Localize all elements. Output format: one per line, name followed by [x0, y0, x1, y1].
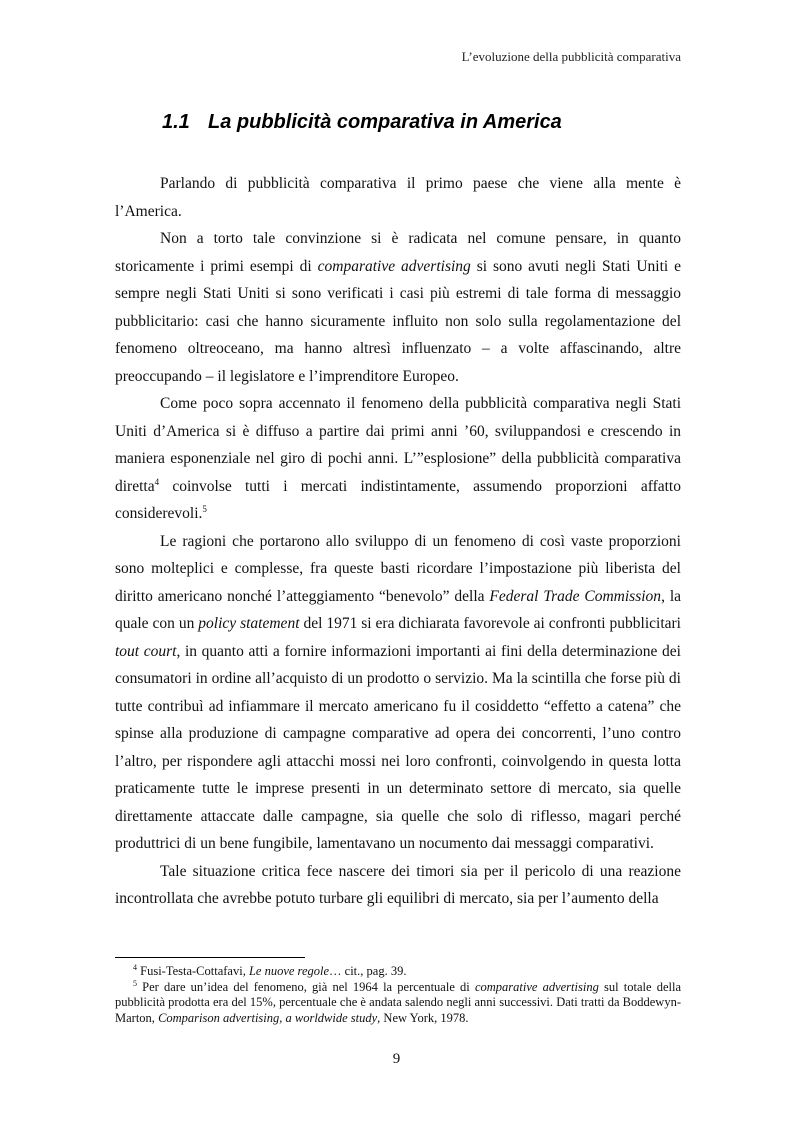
paragraph-3 — [115, 390, 681, 528]
emphasis: comparative advertising — [317, 257, 471, 275]
footnote-mark: 5 — [133, 978, 137, 988]
text-run: , New York, 1978. — [377, 1010, 469, 1025]
footnote-ref-4: 4 — [154, 476, 160, 487]
text-run: Le ragioni che portarono allo sviluppo di un fenomeno di così vaste proporzioni sono molteplici e complesse, fra queste basti ricordare l’impostazione più liberista del diritto americano nonché l’atteggiamento “benevolo” della — [115, 532, 681, 605]
section-number: 1.1 — [162, 111, 190, 133]
text-run: si sono avuti negli Stati Uniti e sempre negli Stati Uniti si sono verificati i casi più estremi di tale forma di messaggio pubblicitario: casi che hanno sicuramente influito non solo sulla regolamentazione del fenomeno oltreoceano, ma hanno altresì influenzato – a volte affascinando, altre preoccupando – il legislatore e l’imprenditore Europeo. — [115, 257, 681, 385]
text-run: Come poco sopra accennato il fenomeno della pubblicità comparativa negli Stati Uniti d’America si è diffuso a partire dai primi anni ’60, sviluppandosi e crescendo in maniera esponenziale nel giro di pochi anni. L’”esplosione” della pubblicità comparativa diretta — [115, 395, 681, 495]
footnotes — [115, 964, 681, 1026]
text-run: coinvolse tutti i mercati indistintamente, assumendo proporzioni affatto considerevoli. — [115, 477, 681, 522]
emphasis: Comparison advertising, a worldwide study — [158, 1010, 378, 1025]
text-run: , in quanto atti a fornire informazioni importanti ai fini della determinazione dei consumatori in ordine all’acquisto di un prodotto o servizio. Ma la scintilla che forse più di tutte contribuì ad infiammare il mercato americano fu il cosiddetto “effetto a catena” che spinse alla produzione di campagne comparative ad opera dei concorrenti, l’uno contro l’altro, per rispondere agli attacchi mossi nei loro confronti, coinvolgendo in questa lotta praticamente tutte le imprese presenti in un determinato settore di mercato, sia quelle direttamente attaccate dalle campagne, sia quelle che solo di riflesso, magari perché produttrici di un bene fungibile, lamentavano un nocumento dai messaggi comparativi. — [115, 642, 681, 852]
footnote-separator — [115, 957, 305, 958]
text-run: del 1971 si era dichiarata favorevole ai confronti pubblicitari — [299, 615, 681, 632]
footnote-ref-5: 5 — [202, 503, 207, 514]
section-title: La pubblicità comparativa in America — [208, 111, 562, 133]
paragraph-1: Parlando di pubblicità comparativa il primo paese che viene alla mente è l’America. — [115, 175, 681, 220]
paragraph-4 — [115, 528, 681, 858]
section-heading — [162, 111, 562, 134]
emphasis: Le nuove regole — [248, 964, 330, 978]
emphasis: comparative advertising — [474, 979, 599, 994]
emphasis: Federal Trade Commission — [489, 587, 662, 605]
running-header: L’evoluzione della pubblicità comparativa — [461, 49, 681, 64]
footnote-mark: 4 — [133, 962, 137, 972]
page-number: 9 — [392, 1051, 401, 1067]
text-run: Non a torto tale convinzione si è radicata nel comune pensare, in quanto storicamente i primi esempi di — [115, 230, 681, 275]
paragraph-5: Tale situazione critica fece nascere dei timori sia per il pericolo di una reazione incontrollata che avrebbe potuto turbare gli equilibri di mercato, sia per l’aumento della — [115, 862, 681, 907]
text-run: Per dare un’idea del fenomeno, già nel 1964 la percentuale di — [137, 979, 475, 994]
text-run: Fusi-Testa-Cottafavi, — [137, 964, 249, 978]
paragraph-2 — [115, 225, 681, 390]
text-run: … cit., pag. 39. — [329, 964, 407, 978]
footnote-5 — [115, 980, 681, 1027]
text-run: , la quale con un — [115, 587, 681, 632]
footnote-4 — [115, 964, 681, 980]
text-run: sul totale della pubblicità prodotta era del 15%, percentuale che è andata salendo negli anni successivi. Dati tratti da Boddewyn-Marton, — [115, 979, 681, 1025]
emphasis: policy statement — [198, 615, 300, 632]
body-text — [115, 170, 681, 913]
emphasis: tout court — [115, 642, 177, 660]
